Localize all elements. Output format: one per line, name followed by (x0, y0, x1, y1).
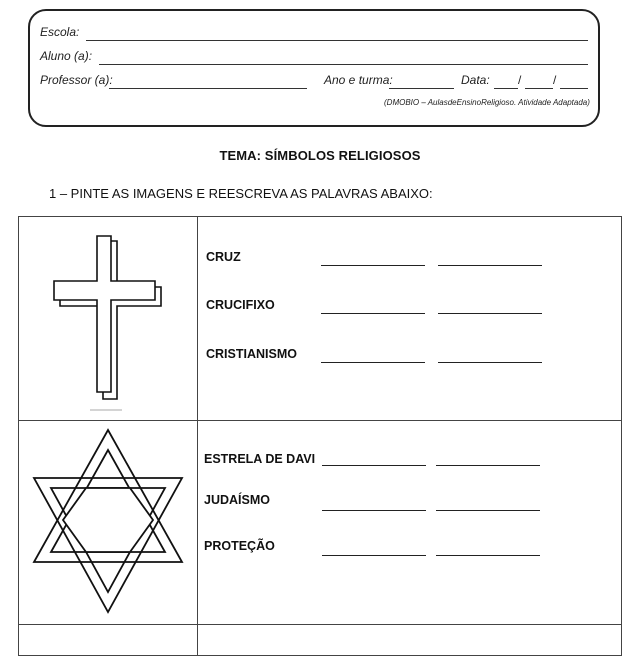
word-label: ESTRELA DE DAVI (204, 452, 316, 466)
table-row-divider (18, 420, 622, 421)
data-label: Data: (461, 73, 490, 87)
rewrite-blank[interactable] (438, 362, 542, 363)
word-label: JUDAÍSMO (204, 493, 270, 507)
escola-label: Escola: (40, 25, 80, 39)
rewrite-blank[interactable] (436, 465, 540, 466)
cross-icon (40, 226, 180, 416)
table-row-divider (18, 624, 622, 625)
data-month-field[interactable] (525, 88, 553, 89)
word-label: CRUCIFIXO (206, 298, 275, 312)
ano-turma-field[interactable] (389, 88, 454, 89)
table-column-divider (197, 216, 198, 656)
instruction-text: 1 – PINTE AS IMAGENS E REESCREVA AS PALAVRAS ABAIXO: (49, 186, 433, 201)
rewrite-blank[interactable] (322, 465, 426, 466)
star-of-david-icon (30, 426, 190, 618)
student-info-box (28, 9, 600, 127)
data-year-field[interactable] (560, 88, 588, 89)
rewrite-blank[interactable] (321, 313, 425, 314)
data-separator: / (553, 73, 557, 87)
rewrite-blank[interactable] (438, 313, 542, 314)
ano-turma-label: Ano e turma: (324, 73, 393, 87)
page-title: TEMA: SÍMBOLOS RELIGIOSOS (219, 148, 421, 163)
word-label: CRUZ (206, 250, 241, 264)
rewrite-blank[interactable] (436, 510, 540, 511)
rewrite-blank[interactable] (322, 510, 426, 511)
professor-field[interactable] (109, 88, 307, 89)
aluno-label: Aluno (a): (40, 49, 93, 63)
data-separator: / (518, 73, 522, 87)
aluno-field[interactable] (99, 64, 588, 65)
credit-text: (DMOBIO – AulasdeEnsinoReligioso. Atividade Adaptada) (384, 98, 590, 107)
word-label: PROTEÇÃO (204, 539, 275, 553)
rewrite-blank[interactable] (438, 265, 542, 266)
data-day-field[interactable] (494, 88, 518, 89)
rewrite-blank[interactable] (322, 555, 426, 556)
rewrite-blank[interactable] (436, 555, 540, 556)
professor-label: Professor (a): (40, 73, 113, 87)
rewrite-blank[interactable] (321, 362, 425, 363)
rewrite-blank[interactable] (321, 265, 425, 266)
word-label: CRISTIANISMO (206, 347, 297, 361)
escola-field[interactable] (86, 40, 588, 41)
